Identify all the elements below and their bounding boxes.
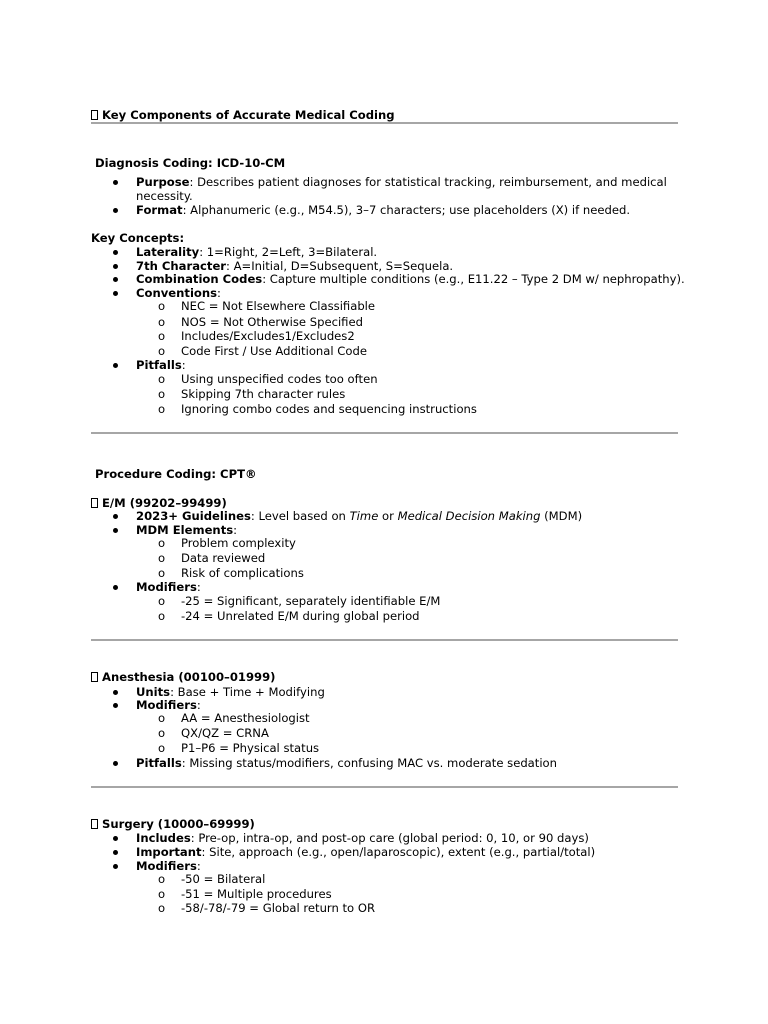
bullet-icon [113, 585, 118, 590]
missing-glyph-icon [91, 498, 98, 508]
bullet-icon [113, 208, 118, 213]
sub-bullet-icon: o [158, 536, 166, 550]
bullet-icon [113, 277, 118, 282]
sub-bullet-icon: o [158, 566, 166, 580]
list-item-guidelines: 2023+ Guidelines: Level based on Time or Medical Decision Making (MDM) [136, 509, 583, 523]
sub-bullet-icon: o [158, 901, 166, 915]
bullet-icon [113, 291, 118, 296]
list-item-important: Important: Site, approach (e.g., open/laparoscopic), extent (e.g., partial/total) [136, 845, 596, 859]
sub-bullet-icon: o [158, 872, 166, 886]
sub-list-item: AA = Anesthesiologist [181, 711, 310, 725]
bullet-icon [113, 180, 118, 185]
sub-list-item: Risk of complications [181, 566, 304, 580]
bullet-icon [113, 514, 118, 519]
list-item-format: Format: Alphanumeric (e.g., M54.5), 3–7 characters; use placeholders (X) if needed. [136, 203, 631, 217]
section-heading-diagnosis: Diagnosis Coding: ICD-10-CM [95, 156, 286, 170]
sub-list-item: Problem complexity [181, 536, 296, 550]
subsection-heading-surgery: Surgery (10000–69999) [91, 817, 255, 831]
bullet-icon [113, 690, 118, 695]
sub-bullet-icon: o [158, 372, 166, 386]
missing-glyph-icon [91, 110, 98, 120]
sub-bullet-icon: o [158, 711, 166, 725]
sub-list-item: -50 = Bilateral [181, 872, 266, 886]
sub-bullet-icon: o [158, 329, 166, 343]
list-item-purpose-cont: necessity. [136, 189, 193, 203]
subsection-heading-em: E/M (99202–99499) [91, 496, 227, 510]
list-item-pitfalls: Pitfalls: Missing status/modifiers, confusing MAC vs. moderate sedation [136, 756, 557, 770]
list-item-7th-character: 7th Character: A=Initial, D=Subsequent, S=Sequela. [136, 259, 454, 273]
sub-list-item: P1–P6 = Physical status [181, 741, 320, 755]
divider [91, 432, 678, 434]
sub-list-item: Includes/Excludes1/Excludes2 [181, 329, 355, 343]
list-item-units: Units: Base + Time + Modifying [136, 685, 325, 699]
list-item-combination-codes: Combination Codes: Capture multiple conditions (e.g., E11.22 – Type 2 DM w/ nephropathy). [136, 272, 685, 286]
list-item-pitfalls: Pitfalls: [136, 358, 186, 372]
missing-glyph-icon [91, 819, 98, 829]
list-item-purpose: Purpose: Describes patient diagnoses for statistical tracking, reimbursement, and medical [136, 175, 667, 189]
list-item-laterality: Laterality: 1=Right, 2=Left, 3=Bilateral. [136, 245, 378, 259]
section-heading-procedure: Procedure Coding: CPT® [95, 467, 257, 481]
sub-bullet-icon: o [158, 609, 166, 623]
list-item-modifiers: Modifiers: [136, 859, 201, 873]
document-title: Key Components of Accurate Medical Coding [91, 108, 395, 122]
sub-bullet-icon: o [158, 299, 166, 313]
subsection-heading-anesthesia: Anesthesia (00100–01999) [91, 670, 275, 684]
list-item-conventions: Conventions: [136, 286, 221, 300]
key-concepts-heading: Key Concepts: [91, 231, 185, 245]
bullet-icon [113, 363, 118, 368]
bullet-icon [113, 528, 118, 533]
sub-bullet-icon: o [158, 887, 166, 901]
sub-bullet-icon: o [158, 594, 166, 608]
sub-bullet-icon: o [158, 344, 166, 358]
bullet-icon [113, 836, 118, 841]
sub-list-item: -58/-78/-79 = Global return to OR [181, 901, 376, 915]
divider [91, 122, 678, 124]
sub-list-item: Data reviewed [181, 551, 266, 565]
sub-list-item: NEC = Not Elsewhere Classifiable [181, 299, 376, 313]
sub-bullet-icon: o [158, 387, 166, 401]
sub-bullet-icon: o [158, 315, 166, 329]
bullet-icon [113, 761, 118, 766]
list-item-modifiers: Modifiers: [136, 580, 201, 594]
sub-list-item: QX/QZ = CRNA [181, 726, 269, 740]
list-item-includes: Includes: Pre-op, intra-op, and post-op care (global period: 0, 10, or 90 days) [136, 831, 589, 845]
list-item-modifiers: Modifiers: [136, 698, 201, 712]
sub-list-item: NOS = Not Otherwise Specified [181, 315, 363, 329]
sub-list-item: -24 = Unrelated E/M during global period [181, 609, 420, 623]
bullet-icon [113, 864, 118, 869]
sub-list-item: Using unspecified codes too often [181, 372, 378, 386]
bullet-icon [113, 264, 118, 269]
missing-glyph-icon [91, 672, 98, 682]
sub-bullet-icon: o [158, 551, 166, 565]
sub-list-item: Ignoring combo codes and sequencing instructions [181, 402, 477, 416]
sub-list-item: -25 = Significant, separately identifiable E/M [181, 594, 441, 608]
bullet-icon [113, 703, 118, 708]
sub-bullet-icon: o [158, 402, 166, 416]
sub-bullet-icon: o [158, 741, 166, 755]
bullet-icon [113, 250, 118, 255]
sub-list-item: -51 = Multiple procedures [181, 887, 332, 901]
sub-bullet-icon: o [158, 726, 166, 740]
sub-list-item: Code First / Use Additional Code [181, 344, 367, 358]
list-item-mdm-elements: MDM Elements: [136, 523, 238, 537]
bullet-icon [113, 850, 118, 855]
sub-list-item: Skipping 7th character rules [181, 387, 346, 401]
divider [91, 639, 678, 641]
divider [91, 786, 678, 788]
